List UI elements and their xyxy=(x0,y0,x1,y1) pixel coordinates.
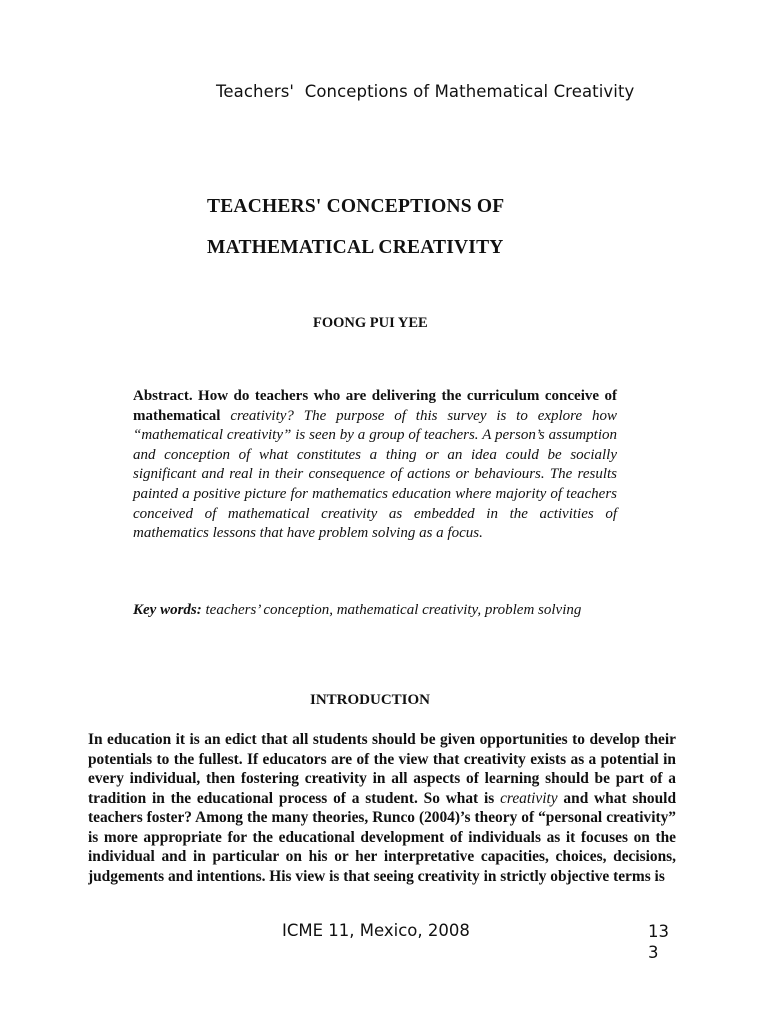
running-header: Teachers' Conceptions of Mathematical Creativity xyxy=(216,82,635,101)
intro-text-part-2: and what should teachers foster? Among the many theories, Runco (2004)’s theory of “personal creativity” is more appropriate for the educational development of individuals as it focuses on the individual and in particular on his or her interpretative capacities, choices, decisions, judgements and intentions. His view is that seeing creativity in strictly objective terms is xyxy=(88,789,676,885)
intro-text-part-1: In education it is an edict that all students should be given opportunities to develop their potentials to the fullest. If educators are of the view that creativity exists as a potential in every individual, then fostering creativity in all aspects of learning should be part of a tradition in the educational process of a student. So what is xyxy=(88,731,676,807)
footer-conference: ICME 11, Mexico, 2008 xyxy=(282,921,470,940)
paper-title-line-2: MATHEMATICAL CREATIVITY xyxy=(207,237,504,258)
author-name: FOONG PUI YEE xyxy=(313,315,428,331)
paper-title-line-1: TEACHERS' CONCEPTIONS OF xyxy=(207,196,505,217)
page-number: 133 xyxy=(648,922,669,962)
abstract-body: creativity? The purpose of this survey is to explore how “mathematical creativity” is seen by a group of teachers. A person’s assumption and conception of what constitutes a thing or an idea could be socially significant and real in their consequence of actions or behaviours. The results painted a positive picture for mathematics education where majority of teachers conceived of mathematical creativity as embedded in the activities of mathematics lessons that have problem solving as a focus. xyxy=(133,407,617,542)
section-heading-introduction: INTRODUCTION xyxy=(310,692,431,708)
abstract xyxy=(133,387,617,544)
introduction-paragraph xyxy=(88,730,676,886)
abstract-lead: Abstract. How do teachers who are delivering the curriculum conceive of mathematical xyxy=(133,388,617,424)
keywords xyxy=(133,601,617,621)
intro-emphasis-creativity: creativity xyxy=(500,789,558,807)
keywords-text: teachers’ conception, mathematical creativity, problem solving xyxy=(201,602,582,618)
keywords-label: Key words: xyxy=(133,602,202,618)
